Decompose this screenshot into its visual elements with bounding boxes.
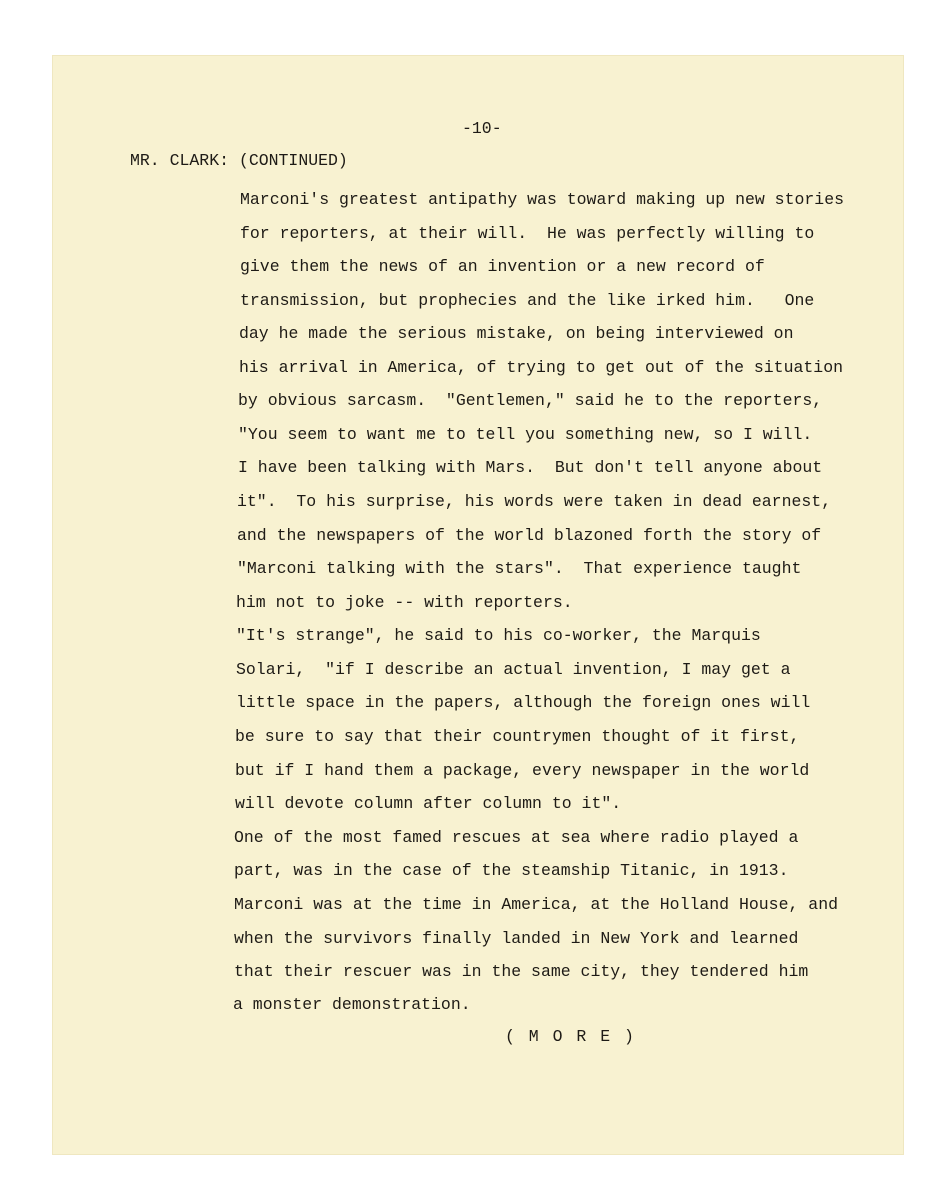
body-line: "Marconi talking with the stars". That experience taught <box>237 559 802 578</box>
body-line: little space in the papers, although the foreign ones will <box>236 693 811 712</box>
body-line: Marconi was at the time in America, at the Holland House, and <box>234 895 838 914</box>
body-line: part, was in the case of the steamship Titanic, in 1913. <box>234 861 789 880</box>
body-line: be sure to say that their countrymen thought of it first, <box>235 727 800 746</box>
body-line: but if I hand them a package, every newspaper in the world <box>235 761 810 780</box>
body-line: and the newspapers of the world blazoned forth the story of <box>237 526 822 545</box>
body-line: "You seem to want me to tell you something new, so I will. <box>238 425 813 444</box>
body-line: day he made the serious mistake, on being interviewed on <box>239 324 794 343</box>
body-line: by obvious sarcasm. "Gentlemen," said he to the reporters, <box>238 391 823 410</box>
body-line: his arrival in America, of trying to get out of the situation <box>239 358 843 377</box>
body-line: a monster demonstration. <box>233 995 471 1014</box>
body-line: it". To his surprise, his words were taken in dead earnest, <box>237 492 832 511</box>
body-line: give them the news of an invention or a new record of <box>240 257 765 276</box>
body-line: that their rescuer was in the same city, they tendered him <box>234 962 809 981</box>
body-line: for reporters, at their will. He was perfectly willing to <box>240 224 815 243</box>
speaker-label: MR. CLARK: (CONTINUED) <box>130 151 348 170</box>
body-line: Marconi's greatest antipathy was toward making up new stories <box>240 190 844 209</box>
body-line: "It's strange", he said to his co-worker, the Marquis <box>236 626 761 645</box>
body-line: him not to joke -- with reporters. <box>236 593 573 612</box>
body-line: will devote column after column to it". <box>235 794 622 813</box>
page-number: -10- <box>462 119 502 138</box>
body-line: transmission, but prophecies and the like irked him. One <box>240 291 815 310</box>
more-label: ( M O R E ) <box>505 1027 636 1046</box>
body-line: when the survivors finally landed in New York and learned <box>234 929 799 948</box>
body-line: One of the most famed rescues at sea where radio played a <box>234 828 799 847</box>
body-line: I have been talking with Mars. But don't tell anyone about <box>238 458 823 477</box>
body-line: Solari, "if I describe an actual invention, I may get a <box>236 660 791 679</box>
